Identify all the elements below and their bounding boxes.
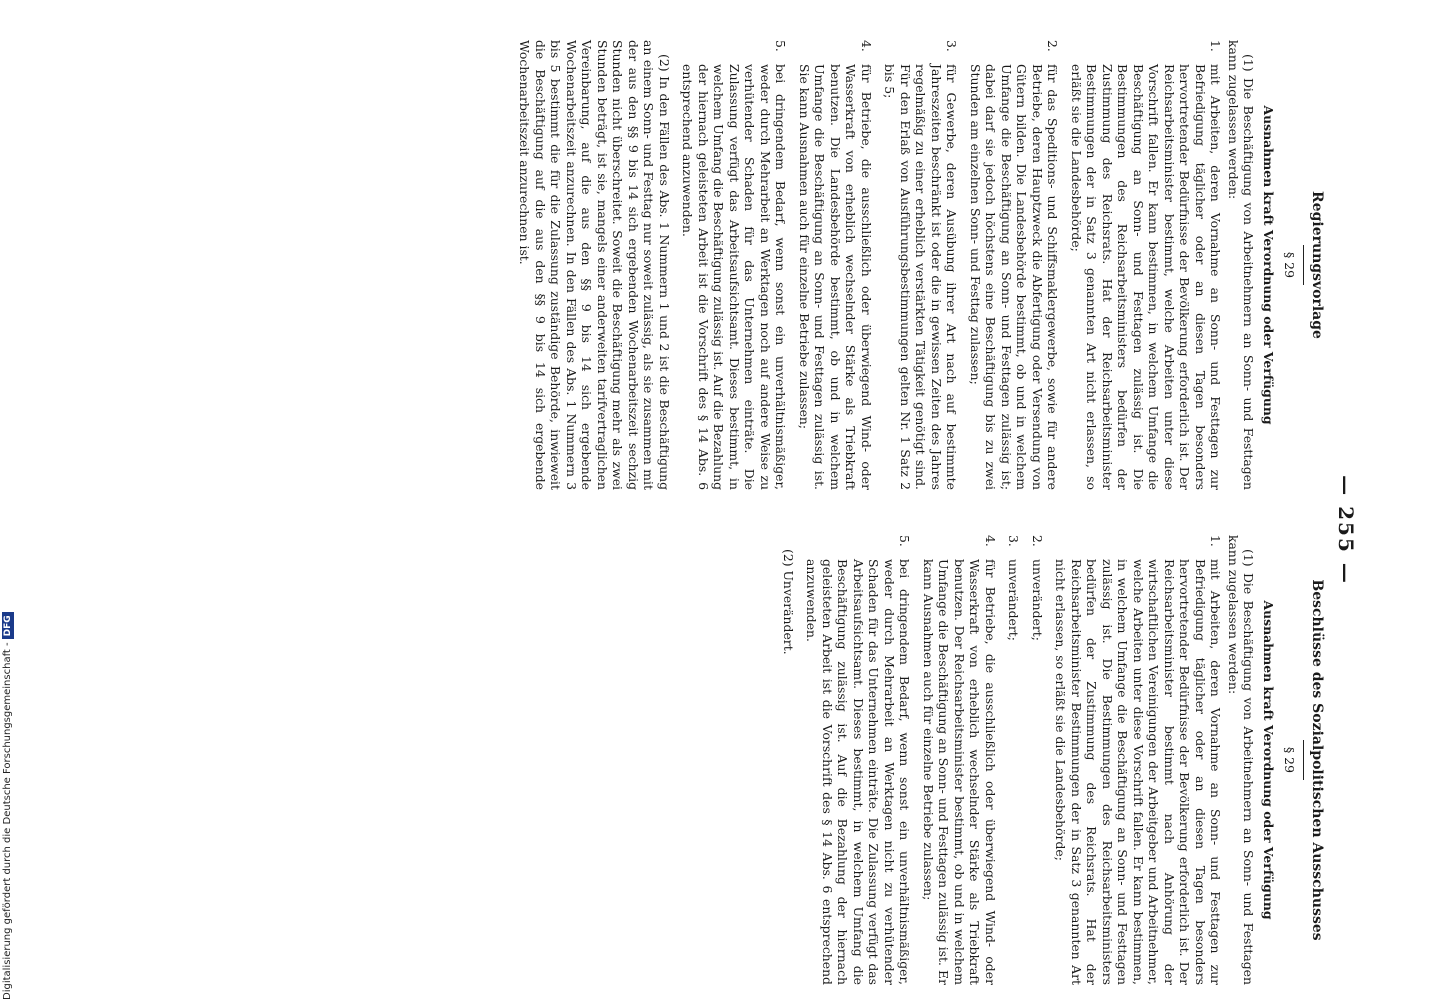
section-heading: Ausnahmen kraft Verordnung oder Verfügung [1261, 600, 1276, 920]
list-item [680, 40, 789, 490]
item-text: bei dringendem Bedarf, wenn sonst ein unverhältnismäßiger, weder durch Mehrarbeit an Werktagen nicht zu verhütender Schaden für das Unternehmen einträte. Die Zulassung verfügt das Arbeitsaufsichtsamt. Dieses bestimmt, in welchem Umfang die Beschäftigung zulässig ist. Auf die Bezahlung der hiernach geleisteten Arbeit ist die Vorschrift des § 14 Abs. 6 entsprechend anzuwenden. [804, 559, 913, 985]
paragraph-intro: (1) Die Beschäftigung von Arbeitnehmern an Sonn- und Festtagen kann zugelassen werden: [1226, 40, 1257, 490]
left-column-header: Regierungsvorlage [1309, 191, 1325, 339]
page-number: — 255 — [1334, 475, 1358, 585]
item-text: mit Arbeiten, deren Vornahme an Sonn- und Festtagen zur Befriedigung täglicher oder an diesen Tagen besonders hervortretender Bedürfnisse der Bevölkerung erforderlich ist. Der Reichsarbeitsminister bestimmt nach Anhörung der wirtschaftlichen Vereinigungen der Arbeitgeber und Arbeitnehmer, welche Arbeiten unter diese Vorschrift fallen. Er kann bestimmen, in welchem Umfange die Beschäftigung an Sonn- und Festtagen zulässig ist. Die Bestimmungen des Reichsarbeitsministers bedürfen der Zustimmung des Reichsrats. Hat der Reichsarbeitsminister Bestimmungen der in Satz 3 genannten Art nicht erlassen, so erläßt sie die Landesbehörde; [1053, 559, 1224, 985]
item-text: mit Arbeiten, deren Vornahme an Sonn- und Festtagen zur Befriedigung täglicher oder an diesen Tagen besonders hervortretender Bedürfnisse der Bevölkerung erforderlich ist. Der Reichsarbeitsminister bestimmt, welche Arbeiten unter diese Vorschrift fallen. Er kann bestimmen, in welchem Umfange die Beschäftigung an Sonn- und Festtagen zulässig ist. Die Bestimmungen des Reichsarbeitsministers bedürfen der Zustimmung des Reichsrats. Hat der Reichsarbeitsminister Bestimmungen der in Satz 3 genannten Art nicht erlassen, so erläßt sie die Landesbehörde; [1069, 64, 1224, 490]
paragraph-intro: (1) Die Beschäftigung von Arbeitnehmern an Sonn- und Festtagen kann zugelassen werden: [1226, 535, 1257, 985]
right-column [779, 535, 1325, 985]
section-heading: Ausnahmen kraft Verordnung oder Verfügung [1261, 105, 1276, 425]
list-item [1006, 535, 1022, 985]
credit-text: Digitalisierung gefördert durch die Deutsche Forschungsgemeinschaft - [2, 642, 13, 1000]
dfg-logo: DFG [2, 612, 14, 639]
item-text: unverändert; [1006, 559, 1022, 641]
list-item [797, 40, 875, 490]
list-item [921, 535, 999, 985]
section-number: § 29 [1282, 252, 1298, 278]
item-number: 3. [1006, 535, 1022, 547]
left-column [515, 40, 1324, 490]
item-text: für Betriebe, die ausschließlich oder überwiegend Wind- oder Wasserkraft von erheblich wechselnder Stärke als Triebkraft benutzen. Die Landesbehörde bestimmt, ob und in welchem Umfange die Beschäftigung an Sonn- und Festtagen zulässig ist. Sie kann Ausnahmen auch für einzelne Betriebe zulassen; [797, 64, 874, 490]
item-number: 3. [944, 40, 960, 52]
list-item [882, 40, 960, 490]
header-rule [1304, 245, 1305, 285]
item-text: für das Speditions- und Schiffsmaklergewerbe, sowie für andere Betriebe, deren Hauptzweck die Abfertigung oder Versendung von Gütern bilden. Die Landesbehörde bestimmt, ob und in welchem Umfange die Beschäftigung an Sonn- und Festtagen zulässig ist; dabei darf sie jedoch höchstens eine Beschäftigung bis zu zwei Stunden am einzelnen Sonn- und Festtag zulassen; [968, 64, 1061, 490]
item-number: 4. [983, 535, 998, 547]
right-column-header: Beschlüsse des Sozialpolitischen Ausschusses [1309, 579, 1325, 941]
item-number: 2. [1045, 40, 1061, 52]
list-item [804, 535, 913, 985]
item-text: bei dringendem Bedarf, wenn sonst ein unverhältnismäßiger, weder durch Mehrarbeit an Werktagen noch auf andere Weise zu verhütender Schaden für das Unternehmen einträte. Die Zulassung verfügt das Arbeitsaufsichtsamt. Dieses bestimmt, in welchem Umfang die Beschäftigung zulässig ist. Auf die Bezahlung der hiernach geleisteten Arbeit ist die Vorschrift des § 14 Abs. 6 entsprechend anzuwenden. [680, 64, 789, 490]
item-text: für Gewerbe, deren Ausübung ihrer Art nach auf bestimmte Jahreszeiten beschränkt ist oder die in gewissen Zeiten des Jahres regelmäßig zu einer erheblich verstärkten Tätigkeit genötigt sind. Für den Erlaß von Ausführungsbestimmungen gelten Nr. 1 Satz 2 bis 5; [882, 64, 960, 490]
list-item [1030, 535, 1046, 985]
list-item [1069, 40, 1224, 490]
item-number: 1. [1208, 535, 1224, 547]
item-text: unverändert; [1030, 559, 1045, 641]
list-item [1053, 535, 1224, 985]
list-item [968, 40, 1061, 490]
item-text: für Betriebe, die ausschließlich oder überwiegend Wind- oder Wasserkraft von erheblich wechselnder Stärke als Triebkraft benutzen. Der Reichsarbeitsminister bestimmt, ob und in welchem Umfange die Beschäftigung an Sonn- und Festtagen zulässig ist. Er kann Ausnahmen auch für einzelne Betriebe zulassen; [921, 559, 998, 985]
item-number: 1. [1208, 40, 1224, 52]
paragraph-2: (2) Unverändert. [781, 549, 796, 655]
paragraph-2: (2) In den Fällen des Abs. 1 Nummern 1 und 2 ist die Beschäftigung an einem Sonn- und Festtag nur soweit zulässig, als sie zusammen mit der aus den §§ 9 bis 14 sich ergebenden Wochenarbeitszeit sechzig Stunden nicht überschreitet. Soweit die Beschäftigung mehr als zwei Stunden beträgt, ist sie, mangels einer anderweiten tarifvertraglichen Vereinbarung, auf die aus den §§ 9 bis 14 sich ergebende Wochenarbeitszeit anzurechnen. In den Fällen des Abs. 1 Nummern 3 bis 5 bestimmt die für die Zulassung zuständige Behörde, inwieweit die Beschäftigung auf die aus den §§ 9 bis 14 sich ergebende Wochenarbeitszeit anzurechnen ist. [517, 40, 672, 490]
item-number: 4. [859, 40, 874, 52]
item-number: 5. [773, 40, 789, 52]
item-number: 5. [897, 535, 913, 547]
item-number: 2. [1030, 535, 1045, 547]
header-rule [1304, 740, 1305, 780]
section-number: § 29 [1282, 747, 1298, 773]
